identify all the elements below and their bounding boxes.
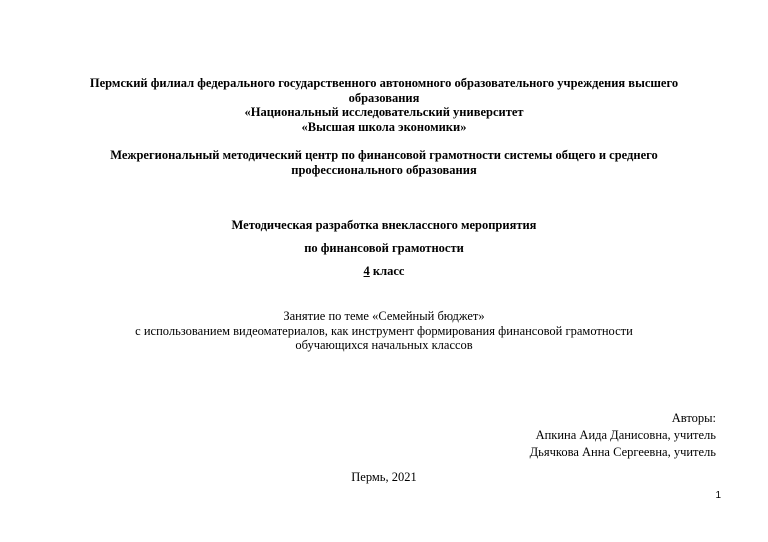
center-line-1: Межрегиональный методический центр по финансовой грамотности системы общего и среднего <box>110 148 658 162</box>
page-number: 1 <box>715 490 721 501</box>
grade-number: 4 <box>363 264 370 278</box>
authors <box>530 410 716 461</box>
institution-header <box>60 76 708 134</box>
institution-line-4: «Высшая школа экономики» <box>301 119 467 134</box>
document-title-line-1: Методическая разработка внеклассного мероприятия <box>231 218 537 232</box>
author-2: Дьячкова Анна Сергеевна, учитель <box>529 445 716 459</box>
institution-line-1: Пермский филиал федерального государственного автономного образовательного учреждения высшего <box>89 76 679 90</box>
grade-line <box>60 264 708 279</box>
institution-line-3: «Национальный исследовательский университет <box>244 105 524 119</box>
lesson-line-1: Занятие по теме «Семейный бюджет» <box>283 309 485 323</box>
lesson-line-2: с использованием видеоматериалов, как инструмент формирования финансовой грамотности <box>135 323 633 338</box>
lesson-line-3: обучающихся начальных классов <box>295 338 473 352</box>
city-year: Пермь, 2021 <box>351 470 417 484</box>
center-line-2: профессионального образования <box>291 162 477 177</box>
methodical-center <box>60 148 708 177</box>
grade-word: класс <box>369 264 405 278</box>
authors-label: Авторы: <box>671 411 716 425</box>
author-1: Апкина Аида Данисовна, учитель <box>535 428 716 442</box>
document-title-line-2: по финансовой грамотности <box>304 241 464 255</box>
institution-line-2: образования <box>348 90 420 105</box>
lesson-description <box>60 309 708 353</box>
